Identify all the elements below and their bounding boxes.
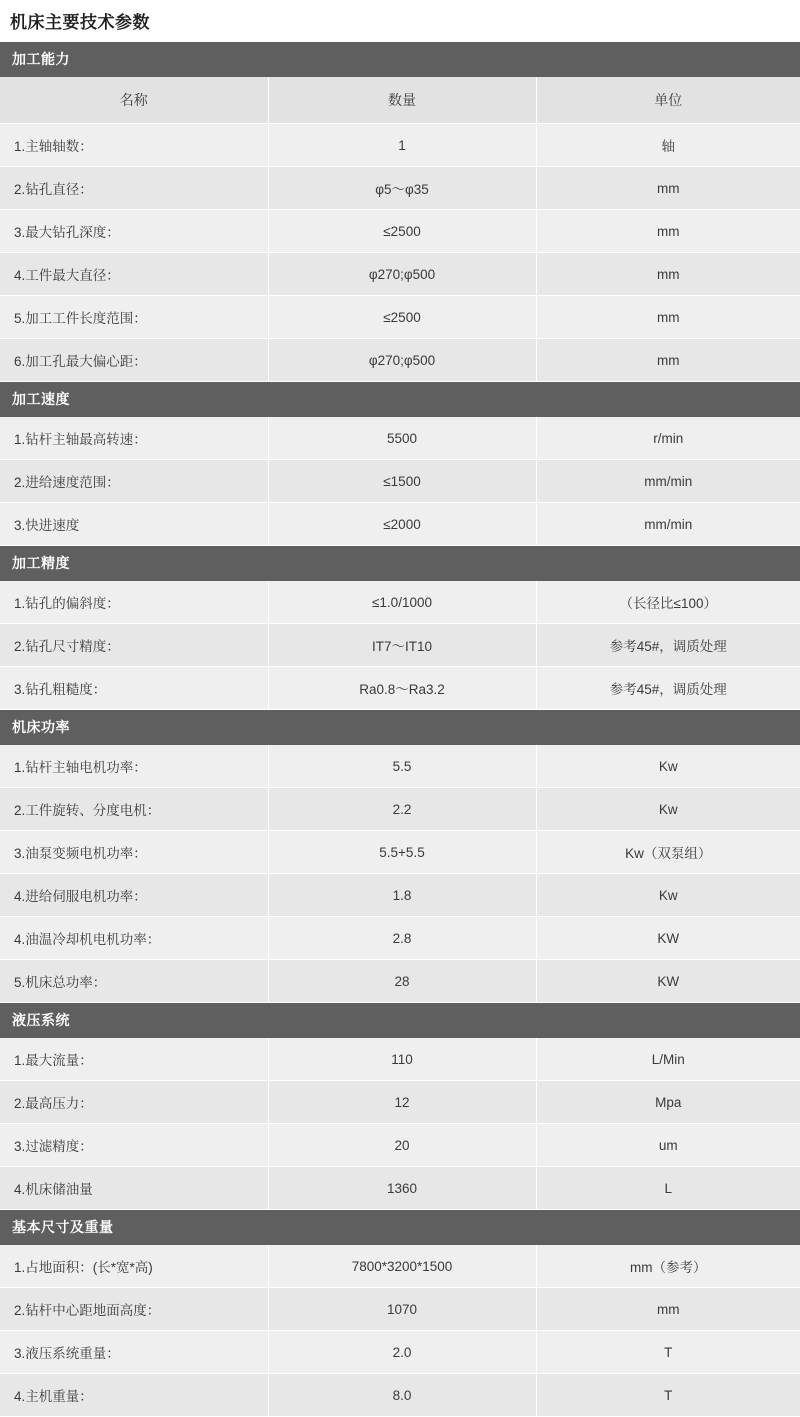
section-title: 加工速度 [0, 382, 800, 418]
param-value: 5.5+5.5 [268, 831, 536, 874]
table-row [0, 788, 800, 831]
param-name: 3.快进速度 [0, 503, 268, 546]
param-name: 3.最大钻孔深度： [0, 210, 268, 253]
param-value: Ra0.8～Ra3.2 [268, 667, 536, 710]
section-header-row [0, 42, 800, 77]
param-name: 4.机床储油量 [0, 1167, 268, 1210]
param-value: 5.5 [268, 745, 536, 788]
param-unit: mm [536, 296, 800, 339]
section-header-row [0, 1210, 800, 1246]
param-name: 3.液压系统重量： [0, 1331, 268, 1374]
param-name: 4.油温冷却机电机功率： [0, 917, 268, 960]
param-name: 1.主轴轴数： [0, 124, 268, 167]
table-row [0, 1374, 800, 1417]
page-title: 机床主要技术参数 [10, 13, 150, 32]
section-header-row [0, 546, 800, 582]
param-name: 6.加工孔最大偏心距： [0, 339, 268, 382]
param-value: IT7～IT10 [268, 624, 536, 667]
param-unit: Mpa [536, 1081, 800, 1124]
table-row [0, 124, 800, 167]
param-value: 20 [268, 1124, 536, 1167]
param-unit: mm [536, 167, 800, 210]
param-unit: Kw（双泵组） [536, 831, 800, 874]
column-header-row [0, 77, 800, 124]
param-unit: Kw [536, 874, 800, 917]
param-unit: mm [536, 210, 800, 253]
param-name: 3.钻孔粗糙度： [0, 667, 268, 710]
param-unit: KW [536, 960, 800, 1003]
section-title: 基本尺寸及重量 [0, 1210, 800, 1246]
table-row [0, 624, 800, 667]
param-value: ≤1500 [268, 460, 536, 503]
param-value: 7800*3200*1500 [268, 1245, 536, 1288]
table-row [0, 745, 800, 788]
param-value: 1 [268, 124, 536, 167]
param-name: 2.进给速度范围： [0, 460, 268, 503]
param-unit: mm（参考） [536, 1245, 800, 1288]
section-header-row [0, 710, 800, 746]
column-header-3: 单位 [536, 77, 800, 124]
param-value: 2.8 [268, 917, 536, 960]
param-name: 1.钻孔的偏斜度： [0, 581, 268, 624]
param-unit: T [536, 1374, 800, 1417]
param-name: 1.占地面积：(长*宽*高) [0, 1245, 268, 1288]
param-value: ≤1.0/1000 [268, 581, 536, 624]
param-name: 5.机床总功率： [0, 960, 268, 1003]
param-name: 5.加工工件长度范围： [0, 296, 268, 339]
param-unit: L/Min [536, 1038, 800, 1081]
param-name: 2.钻杆中心距地面高度： [0, 1288, 268, 1331]
param-value: ≤2500 [268, 296, 536, 339]
section-title: 液压系统 [0, 1003, 800, 1039]
table-row [0, 874, 800, 917]
table-row [0, 1124, 800, 1167]
table-row [0, 581, 800, 624]
param-value: 12 [268, 1081, 536, 1124]
param-value: 5500 [268, 417, 536, 460]
param-value: 2.2 [268, 788, 536, 831]
param-name: 4.工件最大直径： [0, 253, 268, 296]
param-name: 4.进给伺服电机功率： [0, 874, 268, 917]
param-value: 2.0 [268, 1331, 536, 1374]
table-body [0, 42, 800, 1417]
param-unit: 轴 [536, 124, 800, 167]
param-name: 3.油泵变频电机功率： [0, 831, 268, 874]
param-value: 28 [268, 960, 536, 1003]
param-name: 2.工件旋转、分度电机： [0, 788, 268, 831]
param-value: φ270;φ500 [268, 339, 536, 382]
param-name: 2.钻孔直径： [0, 167, 268, 210]
section-header-row [0, 382, 800, 418]
param-name: 2.最高压力： [0, 1081, 268, 1124]
param-unit: Kw [536, 745, 800, 788]
table-row [0, 339, 800, 382]
table-row [0, 1038, 800, 1081]
param-name: 4.主机重量： [0, 1374, 268, 1417]
param-value: 1070 [268, 1288, 536, 1331]
param-unit: mm [536, 339, 800, 382]
table-row [0, 167, 800, 210]
table-row [0, 210, 800, 253]
param-unit: mm/min [536, 503, 800, 546]
table-row [0, 960, 800, 1003]
table-row [0, 1167, 800, 1210]
table-row [0, 253, 800, 296]
param-unit: um [536, 1124, 800, 1167]
table-row [0, 831, 800, 874]
param-unit: L [536, 1167, 800, 1210]
param-unit: 参考45#，调质处理 [536, 624, 800, 667]
table-row [0, 460, 800, 503]
param-value: φ270;φ500 [268, 253, 536, 296]
param-unit: KW [536, 917, 800, 960]
param-unit: T [536, 1331, 800, 1374]
table-row [0, 1288, 800, 1331]
param-value: ≤2000 [268, 503, 536, 546]
param-value: ≤2500 [268, 210, 536, 253]
param-unit: mm [536, 1288, 800, 1331]
section-title: 加工精度 [0, 546, 800, 582]
param-unit: （长径比≤100） [536, 581, 800, 624]
column-header-2: 数量 [268, 77, 536, 124]
param-name: 1.最大流量： [0, 1038, 268, 1081]
section-title: 机床功率 [0, 710, 800, 746]
table-row [0, 917, 800, 960]
param-name: 3.过滤精度： [0, 1124, 268, 1167]
column-header-1: 名称 [0, 77, 268, 124]
param-unit: mm/min [536, 460, 800, 503]
section-header-row [0, 1003, 800, 1039]
param-unit: Kw [536, 788, 800, 831]
table-row [0, 667, 800, 710]
param-name: 1.钻杆主轴电机功率： [0, 745, 268, 788]
section-title: 加工能力 [0, 42, 800, 77]
param-unit: r/min [536, 417, 800, 460]
param-value: 1360 [268, 1167, 536, 1210]
param-value: 110 [268, 1038, 536, 1081]
param-unit: 参考45#，调质处理 [536, 667, 800, 710]
param-name: 1.钻杆主轴最高转速： [0, 417, 268, 460]
param-unit: mm [536, 253, 800, 296]
param-name: 2.钻孔尺寸精度： [0, 624, 268, 667]
table-row [0, 1331, 800, 1374]
param-value: 8.0 [268, 1374, 536, 1417]
param-value: φ5～φ35 [268, 167, 536, 210]
table-row [0, 1245, 800, 1288]
specifications-table [0, 42, 800, 1417]
param-value: 1.8 [268, 874, 536, 917]
table-row [0, 417, 800, 460]
table-row [0, 503, 800, 546]
table-row [0, 1081, 800, 1124]
table-row [0, 296, 800, 339]
